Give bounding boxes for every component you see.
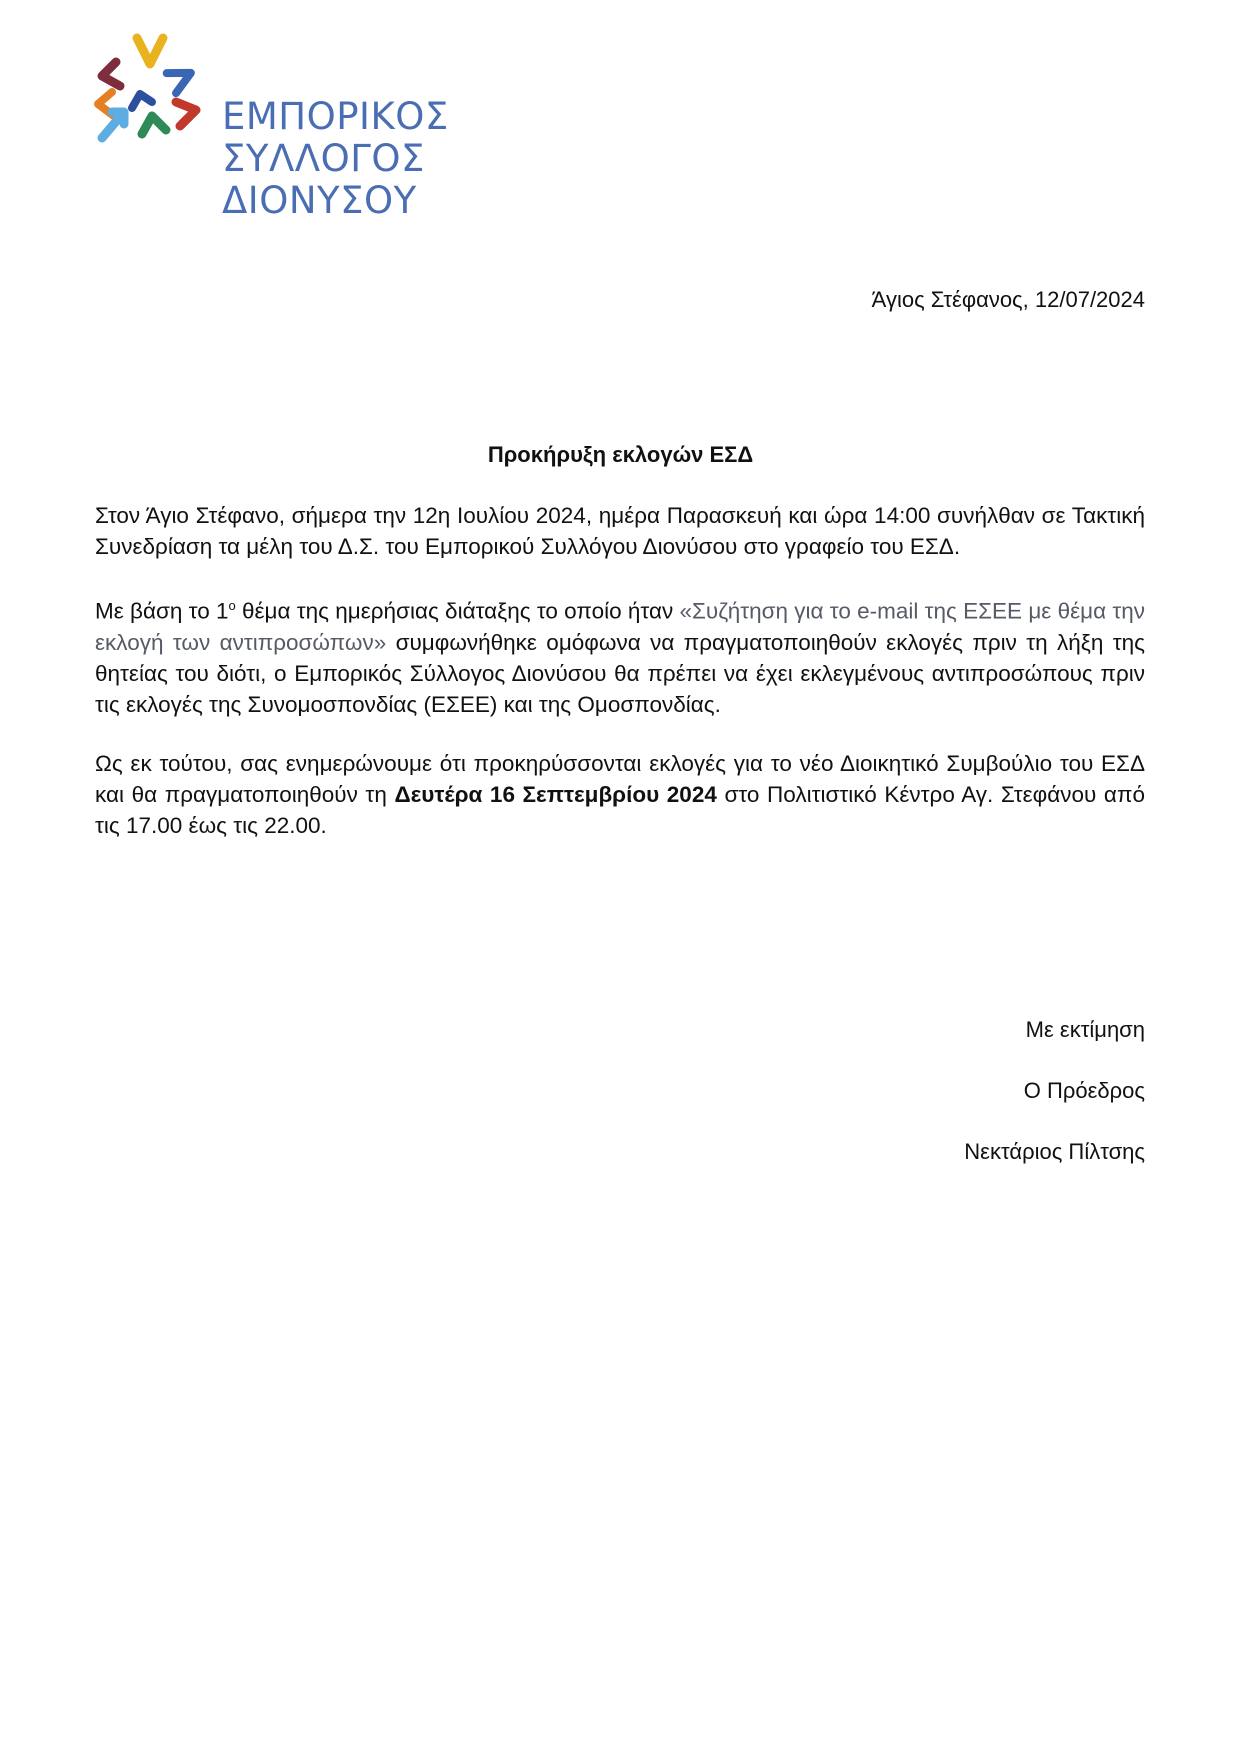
document-title: Προκήρυξη εκλογών ΕΣΔ xyxy=(487,442,754,467)
logo-line-2: ΣΥΛΛΟΓΟΣ xyxy=(222,137,425,180)
paragraph-2-part-b: θέμα της ημερήσιας διάταξης το οποίο ήταν xyxy=(235,598,680,624)
paragraph-3 xyxy=(95,748,1145,841)
signature-closing: Με εκτίμηση xyxy=(1025,1017,1145,1042)
signature-role: Ο Πρόεδρος xyxy=(1023,1078,1145,1103)
logo-text xyxy=(222,96,449,222)
paragraph-3-part-a: Ως εκ τούτου, σας ενημερώνουμε ότι προκηρύσσονται εκλογές για το νέο Διοικητικό Συμβούλιο του ΕΣΔ και θα πραγματοποιηθούν τη xyxy=(95,750,1145,807)
signature-name: Νεκτάριος Πίλτσης xyxy=(964,1139,1145,1164)
logo-arrows-icon xyxy=(90,30,220,160)
paragraph-3-part-b: στο Πολιτιστικό Κέντρο Αγ. Στεφάνου από τις 17.00 έως τις 22.00. xyxy=(95,781,1145,838)
association-logo xyxy=(90,30,490,220)
paragraph-1: Στον Άγιο Στέφανο, σήμερα την 12η Ιουλίου 2024, ημέρα Παρασκευή και ώρα 14:00 συνήλθαν σε Τακτική Συνεδρίαση τα μέλη του Δ.Σ. του Εμπορικού Συλλόγου Διονύσου στο γραφείο του ΕΣΔ. xyxy=(95,503,1145,559)
logo-line-3: ΔΙΟΝΥΣΟΥ xyxy=(222,179,417,222)
paragraph-2-part-a: Με βάση το 1 xyxy=(95,598,229,624)
ordinal-superscript: ο xyxy=(228,598,236,613)
agenda-quote: «Συζήτηση για το e-mail της ΕΣΕΕ με θέμα την εκλογή των αντιπροσώπων» xyxy=(95,598,1145,655)
date-line: Άγιος Στέφανος, 12/07/2024 xyxy=(871,287,1145,312)
paragraph-2-part-c: συμφωνήθηκε ομόφωνα να πραγματοποιηθούν εκλογές πριν τη λήξη της θητείας του διότι, ο Εμπορικός Σύλλογος Διονύσου θα πρέπει να έχει εκλεγμένους αντιπροσώπους πριν τις εκλογές της Συνομοσπονδίας (ΕΣΕΕ) και της Ομοσπονδίας. xyxy=(95,629,1145,717)
election-date: Δευτέρα 16 Σεπτεμβρίου 2024 xyxy=(394,781,717,807)
logo-line-1: ΕΜΠΟΡΙΚΟΣ xyxy=(222,95,449,138)
document-body xyxy=(95,500,1145,869)
paragraph-2 xyxy=(95,590,1145,720)
